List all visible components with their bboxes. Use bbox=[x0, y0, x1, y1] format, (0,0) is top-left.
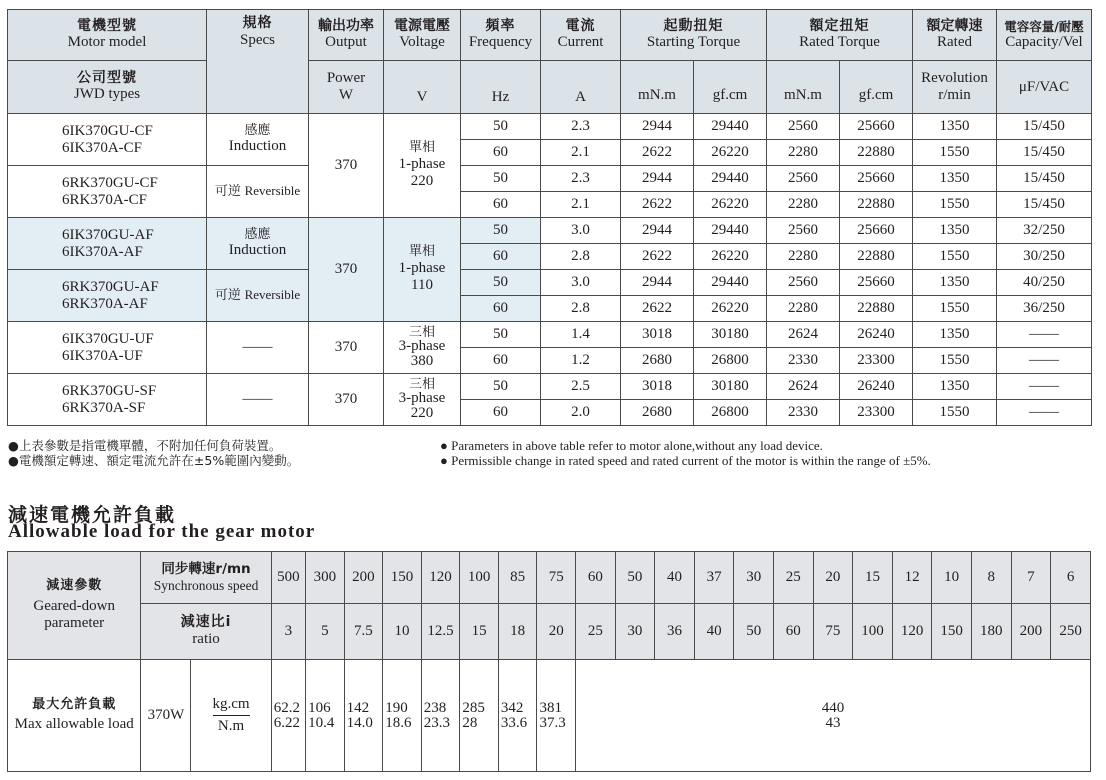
ratio-cell: 75 bbox=[813, 604, 853, 660]
rated-speed: 1550 bbox=[913, 140, 997, 166]
header-current: 電流 Current bbox=[541, 10, 621, 61]
speed-cell: 37 bbox=[694, 552, 734, 604]
rated-torque-gfcm: 22880 bbox=[840, 192, 913, 218]
rated-torque-gfcm: 25660 bbox=[840, 218, 913, 244]
header-power-unit: Power W bbox=[309, 61, 384, 114]
start-torque-gfcm: 26220 bbox=[694, 296, 767, 322]
start-torque-gfcm: 30180 bbox=[694, 322, 767, 348]
rated-torque-gfcm: 22880 bbox=[840, 140, 913, 166]
speed-cell: 60 bbox=[576, 552, 616, 604]
ratio-cell: 10 bbox=[383, 604, 422, 660]
ratio-cell: 5 bbox=[306, 604, 345, 660]
current-cell: 2.3 bbox=[541, 166, 621, 192]
hz-cell: 60 bbox=[461, 400, 541, 426]
start-torque-mnm: 2944 bbox=[621, 270, 694, 296]
current-cell: 2.1 bbox=[541, 192, 621, 218]
table-row bbox=[8, 270, 1092, 296]
capacitor: 15/450 bbox=[997, 192, 1092, 218]
current-cell: 2.8 bbox=[541, 296, 621, 322]
ratio-cell: 150 bbox=[932, 604, 972, 660]
ratio-cell: 60 bbox=[773, 604, 813, 660]
start-torque-mnm: 2622 bbox=[621, 140, 694, 166]
speed-cell: 200 bbox=[344, 552, 383, 604]
ratio-cell: 180 bbox=[971, 604, 1011, 660]
hz-cell: 60 bbox=[461, 192, 541, 218]
model-cell: 6IK370GU-UF 6IK370A-UF bbox=[8, 322, 207, 374]
speed-cell: 300 bbox=[306, 552, 345, 604]
max-load-cell: 190 18.6 bbox=[383, 660, 422, 772]
power-cell: 370 bbox=[309, 374, 384, 426]
speed-cell: 50 bbox=[615, 552, 655, 604]
hz-cell: 50 bbox=[461, 270, 541, 296]
model-cell: 6RK370GU-CF 6RK370A-CF bbox=[8, 166, 207, 218]
ratio-cell: 100 bbox=[853, 604, 893, 660]
current-cell: 2.1 bbox=[541, 140, 621, 166]
speed-cell: 15 bbox=[853, 552, 893, 604]
rated-torque-mnm: 2280 bbox=[767, 296, 840, 322]
header-company-model: 公司型號 JWD types bbox=[8, 61, 207, 114]
notes-en bbox=[440, 438, 931, 468]
rated-torque-gfcm: 25660 bbox=[840, 166, 913, 192]
capacitor: 15/450 bbox=[997, 114, 1092, 140]
ratio-header: 減速比i ratio bbox=[141, 604, 271, 660]
section-title-en: Allowable load for the gear motor bbox=[8, 521, 316, 542]
speed-cell: 500 bbox=[271, 552, 305, 604]
max-load-cell: 342 33.6 bbox=[498, 660, 537, 772]
max-load-units: $\frac{kg.cm}{N.m}$ bbox=[191, 660, 271, 772]
spec-cell: —— bbox=[207, 374, 309, 426]
speed-cell: 7 bbox=[1011, 552, 1051, 604]
start-torque-gfcm: 29440 bbox=[694, 218, 767, 244]
model-cell: 6IK370GU-AF 6IK370A-AF bbox=[8, 218, 207, 270]
start-torque-gfcm: 26800 bbox=[694, 348, 767, 374]
model-cell: 6RK370GU-AF 6RK370A-AF bbox=[8, 270, 207, 322]
max-load-rest-cell: 440 43 bbox=[576, 660, 1091, 772]
ratio-cell: 200 bbox=[1011, 604, 1051, 660]
rated-torque-mnm: 2280 bbox=[767, 192, 840, 218]
header-output: 輸出功率 Output bbox=[309, 10, 384, 61]
current-cell: 1.2 bbox=[541, 348, 621, 374]
rated-torque-gfcm: 26240 bbox=[840, 374, 913, 400]
hz-cell: 60 bbox=[461, 140, 541, 166]
rated-torque-gfcm: 22880 bbox=[840, 244, 913, 270]
allowable-load-table bbox=[7, 551, 1091, 772]
spec-cell: 感應 Induction bbox=[207, 218, 309, 270]
rated-speed: 1550 bbox=[913, 192, 997, 218]
hz-cell: 50 bbox=[461, 218, 541, 244]
header-capacitor-unit: μF/VAC bbox=[997, 61, 1092, 114]
rated-torque-gfcm: 23300 bbox=[840, 348, 913, 374]
rated-torque-gfcm: 25660 bbox=[840, 114, 913, 140]
rated-speed: 1350 bbox=[913, 218, 997, 244]
rated-torque-mnm: 2560 bbox=[767, 218, 840, 244]
rated-speed: 1550 bbox=[913, 348, 997, 374]
note-line: ●電機額定轉速、額定電流允許在±5%範圍內變動。 bbox=[8, 453, 300, 468]
voltage-cell: 單相 1-phase 110 bbox=[384, 218, 461, 322]
rated-torque-gfcm: 26240 bbox=[840, 322, 913, 348]
note-line: ●上表參數是指電機單體，不附加任何負荷裝置。 bbox=[8, 438, 282, 453]
start-torque-gfcm: 26800 bbox=[694, 400, 767, 426]
model-cell: 6RK370GU-SF 6RK370A-SF bbox=[8, 374, 207, 426]
rated-torque-mnm: 2280 bbox=[767, 140, 840, 166]
start-torque-gfcm: 26220 bbox=[694, 192, 767, 218]
capacitor: —— bbox=[997, 322, 1092, 348]
speed-cell: 85 bbox=[498, 552, 537, 604]
rated-torque-mnm: 2560 bbox=[767, 166, 840, 192]
capacitor: 32/250 bbox=[997, 218, 1092, 244]
capacitor: 40/250 bbox=[997, 270, 1092, 296]
ratio-cell: 18 bbox=[498, 604, 537, 660]
header-rated-speed-unit: Revolution r/min bbox=[913, 61, 997, 114]
capacitor: —— bbox=[997, 374, 1092, 400]
start-torque-mnm: 2944 bbox=[621, 218, 694, 244]
max-load-cell: 106 10.4 bbox=[306, 660, 345, 772]
ratio-cell: 7.5 bbox=[344, 604, 383, 660]
start-torque-mnm: 2944 bbox=[621, 114, 694, 140]
header-capacitor: 電容容量/耐壓 Capacity/Vel bbox=[997, 10, 1092, 61]
speed-cell: 8 bbox=[971, 552, 1011, 604]
speed-cell: 100 bbox=[460, 552, 499, 604]
current-cell: 3.0 bbox=[541, 270, 621, 296]
rated-torque-mnm: 2280 bbox=[767, 244, 840, 270]
ratio-cell: 50 bbox=[734, 604, 774, 660]
max-load-cell: 238 23.3 bbox=[421, 660, 460, 772]
current-cell: 3.0 bbox=[541, 218, 621, 244]
rated-torque-mnm: 2330 bbox=[767, 400, 840, 426]
header-rated-torque-unit-1: mN.m bbox=[767, 61, 840, 114]
hz-cell: 50 bbox=[461, 374, 541, 400]
max-load-row bbox=[8, 660, 1091, 772]
speed-cell: 120 bbox=[421, 552, 460, 604]
header-voltage-unit: V bbox=[384, 61, 461, 114]
capacitor: —— bbox=[997, 348, 1092, 374]
current-cell: 2.5 bbox=[541, 374, 621, 400]
rated-torque-gfcm: 23300 bbox=[840, 400, 913, 426]
ratio-cell: 20 bbox=[537, 604, 576, 660]
table-row bbox=[8, 322, 1092, 348]
rated-torque-mnm: 2560 bbox=[767, 114, 840, 140]
header-rated-torque: 額定扭矩 Rated Torque bbox=[767, 10, 913, 61]
max-load-cell: 142 14.0 bbox=[344, 660, 383, 772]
ratio-cell: 25 bbox=[576, 604, 616, 660]
ratio-cell: 250 bbox=[1051, 604, 1091, 660]
power-cell: 370 bbox=[309, 322, 384, 374]
start-torque-mnm: 2944 bbox=[621, 166, 694, 192]
current-cell: 2.8 bbox=[541, 244, 621, 270]
speed-cell: 6 bbox=[1051, 552, 1091, 604]
header-start-torque-unit-2: gf.cm bbox=[694, 61, 767, 114]
speed-cell: 25 bbox=[773, 552, 813, 604]
rated-speed: 1550 bbox=[913, 296, 997, 322]
rated-speed: 1350 bbox=[913, 322, 997, 348]
speed-cell: 75 bbox=[537, 552, 576, 604]
voltage-cell: 三相 3-phase 380 bbox=[384, 322, 461, 374]
sync-speed-header: 同步轉速r/mn Synchronous speed bbox=[141, 552, 271, 604]
header-frequency: 頻率 Frequency bbox=[461, 10, 541, 61]
table-row bbox=[8, 374, 1092, 400]
start-torque-mnm: 2622 bbox=[621, 244, 694, 270]
param-header: 減速參數 Geared-down parameter bbox=[8, 552, 141, 660]
notes-cn bbox=[8, 438, 299, 468]
table-row bbox=[8, 114, 1092, 140]
hz-cell: 50 bbox=[461, 114, 541, 140]
current-cell: 1.4 bbox=[541, 322, 621, 348]
capacitor: —— bbox=[997, 400, 1092, 426]
speed-cell: 40 bbox=[655, 552, 695, 604]
spec-cell: —— bbox=[207, 322, 309, 374]
header-frequency-unit: Hz bbox=[461, 61, 541, 114]
speed-cell: 12 bbox=[892, 552, 932, 604]
header-specs: 規格 Specs bbox=[207, 10, 309, 114]
note-line: ● Permissible change in rated speed and rated current of the motor is within the range of ±5%. bbox=[440, 453, 931, 468]
hz-cell: 60 bbox=[461, 244, 541, 270]
hz-cell: 50 bbox=[461, 166, 541, 192]
spec-cell: 可逆 Reversible bbox=[207, 166, 309, 218]
ratio-cell: 40 bbox=[694, 604, 734, 660]
start-torque-mnm: 2622 bbox=[621, 296, 694, 322]
rated-speed: 1350 bbox=[913, 374, 997, 400]
hz-cell: 60 bbox=[461, 348, 541, 374]
rated-torque-gfcm: 22880 bbox=[840, 296, 913, 322]
start-torque-gfcm: 29440 bbox=[694, 166, 767, 192]
voltage-cell: 三相 3-phase 220 bbox=[384, 374, 461, 426]
spec-cell: 感應 Induction bbox=[207, 114, 309, 166]
rated-speed: 1550 bbox=[913, 400, 997, 426]
speed-row bbox=[8, 552, 1091, 604]
section-title-cn: 減速電機允許負載 bbox=[8, 504, 177, 526]
note-line: ● Parameters in above table refer to motor alone,without any load device. bbox=[440, 438, 823, 453]
speed-cell: 20 bbox=[813, 552, 853, 604]
ratio-cell: 36 bbox=[655, 604, 695, 660]
start-torque-mnm: 3018 bbox=[621, 322, 694, 348]
start-torque-gfcm: 26220 bbox=[694, 140, 767, 166]
ratio-cell: 12.5 bbox=[421, 604, 460, 660]
spec-cell: 可逆 Reversible bbox=[207, 270, 309, 322]
model-cell: 6IK370GU-CF 6IK370A-CF bbox=[8, 114, 207, 166]
start-torque-mnm: 2680 bbox=[621, 348, 694, 374]
power-cell: 370 bbox=[309, 114, 384, 218]
motor-spec-table bbox=[7, 9, 1092, 426]
header-starting-torque: 起動扭矩 Starting Torque bbox=[621, 10, 767, 61]
ratio-cell: 15 bbox=[460, 604, 499, 660]
max-load-cell: 62.2 6.22 bbox=[271, 660, 305, 772]
ratio-cell: 3 bbox=[271, 604, 305, 660]
header-rated-torque-unit-2: gf.cm bbox=[840, 61, 913, 114]
power-cell: 370 bbox=[309, 218, 384, 322]
start-torque-mnm: 2622 bbox=[621, 192, 694, 218]
start-torque-gfcm: 26220 bbox=[694, 244, 767, 270]
current-cell: 2.0 bbox=[541, 400, 621, 426]
rated-speed: 1550 bbox=[913, 244, 997, 270]
speed-cell: 30 bbox=[734, 552, 774, 604]
header-rated-speed: 額定轉速 Rated bbox=[913, 10, 997, 61]
ratio-cell: 120 bbox=[892, 604, 932, 660]
max-load-power: 370W bbox=[141, 660, 191, 772]
rated-torque-mnm: 2560 bbox=[767, 270, 840, 296]
rated-torque-gfcm: 25660 bbox=[840, 270, 913, 296]
ratio-cell: 30 bbox=[615, 604, 655, 660]
capacitor: 30/250 bbox=[997, 244, 1092, 270]
rated-speed: 1350 bbox=[913, 270, 997, 296]
max-load-cell: 381 37.3 bbox=[537, 660, 576, 772]
rated-speed: 1350 bbox=[913, 114, 997, 140]
header-start-torque-unit-1: mN.m bbox=[621, 61, 694, 114]
header-current-unit: A bbox=[541, 61, 621, 114]
capacitor: 15/450 bbox=[997, 140, 1092, 166]
start-torque-gfcm: 29440 bbox=[694, 114, 767, 140]
table-row bbox=[8, 218, 1092, 244]
hz-cell: 50 bbox=[461, 322, 541, 348]
ratio-row bbox=[8, 604, 1091, 660]
header-voltage: 電源電壓 Voltage bbox=[384, 10, 461, 61]
speed-cell: 10 bbox=[932, 552, 972, 604]
start-torque-gfcm: 29440 bbox=[694, 270, 767, 296]
max-load-cell: 285 28 bbox=[460, 660, 499, 772]
rated-torque-mnm: 2624 bbox=[767, 322, 840, 348]
rated-torque-mnm: 2624 bbox=[767, 374, 840, 400]
voltage-cell: 單相 1-phase 220 bbox=[384, 114, 461, 218]
table-row bbox=[8, 166, 1092, 192]
start-torque-gfcm: 30180 bbox=[694, 374, 767, 400]
speed-cell: 150 bbox=[383, 552, 422, 604]
capacitor: 36/250 bbox=[997, 296, 1092, 322]
rated-torque-mnm: 2330 bbox=[767, 348, 840, 374]
rated-speed: 1350 bbox=[913, 166, 997, 192]
current-cell: 2.3 bbox=[541, 114, 621, 140]
start-torque-mnm: 2680 bbox=[621, 400, 694, 426]
hz-cell: 60 bbox=[461, 296, 541, 322]
start-torque-mnm: 3018 bbox=[621, 374, 694, 400]
max-load-header: 最大允許負載 Max allowable load bbox=[8, 660, 141, 772]
header-motor-model: 電機型號 Motor model bbox=[8, 10, 207, 61]
capacitor: 15/450 bbox=[997, 166, 1092, 192]
